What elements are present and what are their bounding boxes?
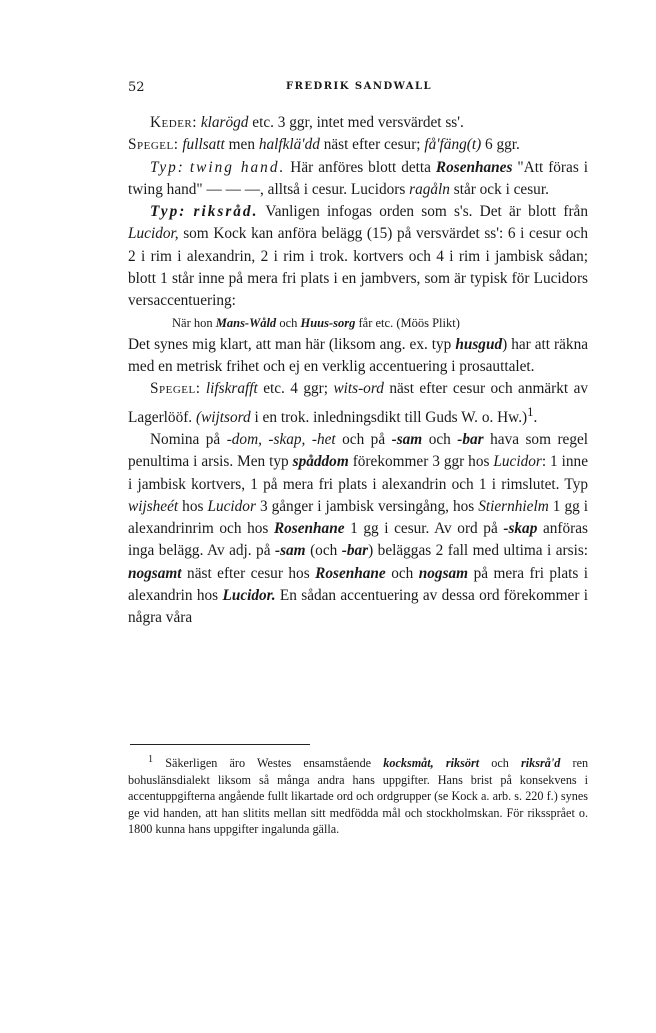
text: hava som regel penultima i arsis. Men typ <box>128 430 589 471</box>
example-word: klarögd <box>200 114 249 131</box>
running-head <box>128 80 588 98</box>
example-word: (wijtsord <box>195 408 251 426</box>
footnote-divider <box>130 744 310 745</box>
example-word: wijsheét <box>128 497 179 515</box>
text: näst efter cesur; <box>323 136 421 154</box>
text: ) har att räkna med en metrisk frihet och ej en verklig accentuering i prosauttalet. <box>128 335 589 375</box>
example-word: Mans-Wåld <box>215 315 277 330</box>
text: och på <box>342 430 386 448</box>
text: ) beläggas 2 fall med ultima i arsis: <box>368 542 589 560</box>
text: . <box>533 408 538 426</box>
author-name: Lucidor <box>493 453 542 471</box>
example-word: kocksmåt, <box>383 756 434 771</box>
text: näst efter cesur och anmärkt av Lagerlööf. <box>128 380 589 426</box>
example-word: wits-ord <box>333 380 384 398</box>
page-number: 52 <box>128 80 145 95</box>
example-word: fullsatt <box>182 136 225 154</box>
text: och <box>279 315 298 330</box>
text: Nomina på <box>150 430 221 448</box>
text: men <box>228 136 255 154</box>
text: etc. 3 ggr, intet med versvärdet ss'. <box>252 114 464 131</box>
footnote-text <box>128 752 588 838</box>
paragraph-spegel-lifskrafft <box>128 378 588 429</box>
text: : 1 inne i jambisk kortvers, 1 på mera fri plats i alexandrin och 1 i rimslutet. Typ <box>128 453 588 493</box>
source-label: Spegel: <box>128 136 179 154</box>
suffix: -bar <box>341 542 369 560</box>
text: En sådan accentuering av dessa ord förekommer i några våra <box>128 587 588 627</box>
text: i en trok. inledningsdikt till Guds W. o. Hw.) <box>254 408 528 426</box>
suffix: -sam <box>391 430 423 448</box>
paragraph-keder-spegel <box>128 112 588 157</box>
suffix: -sam <box>274 542 306 560</box>
text: 1 gg i cesur. Av ord på <box>350 520 498 538</box>
text: står ock i cesur. <box>453 180 549 198</box>
text: förekommer 3 ggr hos <box>352 453 490 471</box>
example-word: spåddom <box>292 453 349 471</box>
text: näst efter cesur hos <box>187 564 310 582</box>
type-phrase: twing hand. <box>189 158 286 176</box>
text: och <box>491 756 509 771</box>
type-word: riksråd. <box>193 203 259 221</box>
example-word: riksrå'd <box>521 756 561 771</box>
author-name: Rosenhanes <box>435 158 513 176</box>
text: på mera fri plats i alexandrin hos <box>128 564 589 605</box>
example-word: Huus-sorg <box>300 315 356 330</box>
example-word: nogsamt <box>128 564 182 582</box>
verse-quote <box>128 313 588 334</box>
source-label: Spegel: <box>150 380 201 398</box>
author-name: Stiernhielm <box>478 497 549 515</box>
text: 1 gg i alexandrinrim och hos <box>128 497 589 538</box>
text: och <box>391 564 414 582</box>
paragraph-nomina <box>128 429 588 630</box>
author-name: Rosenhane <box>315 564 386 582</box>
type-label: Typ: <box>150 158 185 176</box>
text: ren bohuslänsdialekt liksom så många andra hans uppgifter. Hans brist på konsekvens i accentuppgifterna angående fullt likartade ord och ordgrupper (se Kock a. arb. s. 220 f.) synes ge vid handen, att han slitits mellan sitt medfödda mål och stockholmskan. För rikssprået o. 1800 kunna hans uppgifter ingalunda gälla. <box>128 756 589 837</box>
example-word: ragåln <box>409 180 450 198</box>
text: anföras inga belägg. Av adj. på <box>128 520 588 560</box>
text: Vanligen infogas orden som s's. Det är blott från <box>265 203 588 221</box>
footnote <box>128 752 588 838</box>
example-word: nogsam <box>418 564 469 582</box>
suffix: -skap <box>503 520 538 538</box>
text: Här anföres blott detta <box>290 158 431 176</box>
suffix: -bar <box>457 430 484 448</box>
paragraph-metrisk-frihet <box>128 334 588 379</box>
paragraph-typ-twing-hand <box>128 157 588 202</box>
paragraph-typ-riksrad <box>128 201 588 312</box>
main-text <box>128 112 588 630</box>
example-word: få'fäng(t) <box>424 136 482 154</box>
text: och <box>428 430 451 448</box>
text: "Att föras i twing hand" — — —, alltså i cesur. Lucidors <box>128 158 588 198</box>
author-name: Lucidor, <box>128 225 179 243</box>
footnote-reference[interactable]: 1 <box>527 404 534 419</box>
text: (och <box>310 542 338 560</box>
author-name: Rosenhane <box>273 520 345 538</box>
example-word: husgud <box>455 335 503 353</box>
text: som Kock kan anföra belägg (15) på versvärdet ss': 6 i cesur och 2 i rim i alexandrin, 2 i rim i trok. kortvers och 4 i rim i jambisk sådan; blott 1 står inne på mera fri plats i en jambvers, som är typisk för Lucidors versaccentuering: <box>128 225 588 310</box>
author-name: Lucidor <box>207 497 256 515</box>
text: Säkerligen äro Westes ensamstående <box>165 756 372 771</box>
author-name: Lucidor. <box>222 587 276 605</box>
example-word: lifskrafft <box>205 380 258 398</box>
text: får etc. (Möös Plikt) <box>358 315 460 330</box>
running-title: FREDRIK SANDWALL <box>286 81 433 92</box>
text: När hon <box>172 315 213 330</box>
text: etc. 4 ggr; <box>263 380 328 398</box>
type-label: Typ: <box>150 203 187 221</box>
text: hos <box>182 497 204 515</box>
example-word: riksört <box>445 756 480 771</box>
text: Det synes mig klart, att man här (liksom ang. ex. typ <box>128 335 452 353</box>
text: 6 ggr. <box>485 136 520 154</box>
footnote-mark: 1 <box>148 754 154 765</box>
text: 3 gånger i jambisk versingång, hos <box>259 497 475 515</box>
source-label: Keder: <box>150 114 198 131</box>
example-word: halfklä'dd <box>258 136 320 154</box>
suffix: -dom, -skap, -het <box>226 430 336 448</box>
